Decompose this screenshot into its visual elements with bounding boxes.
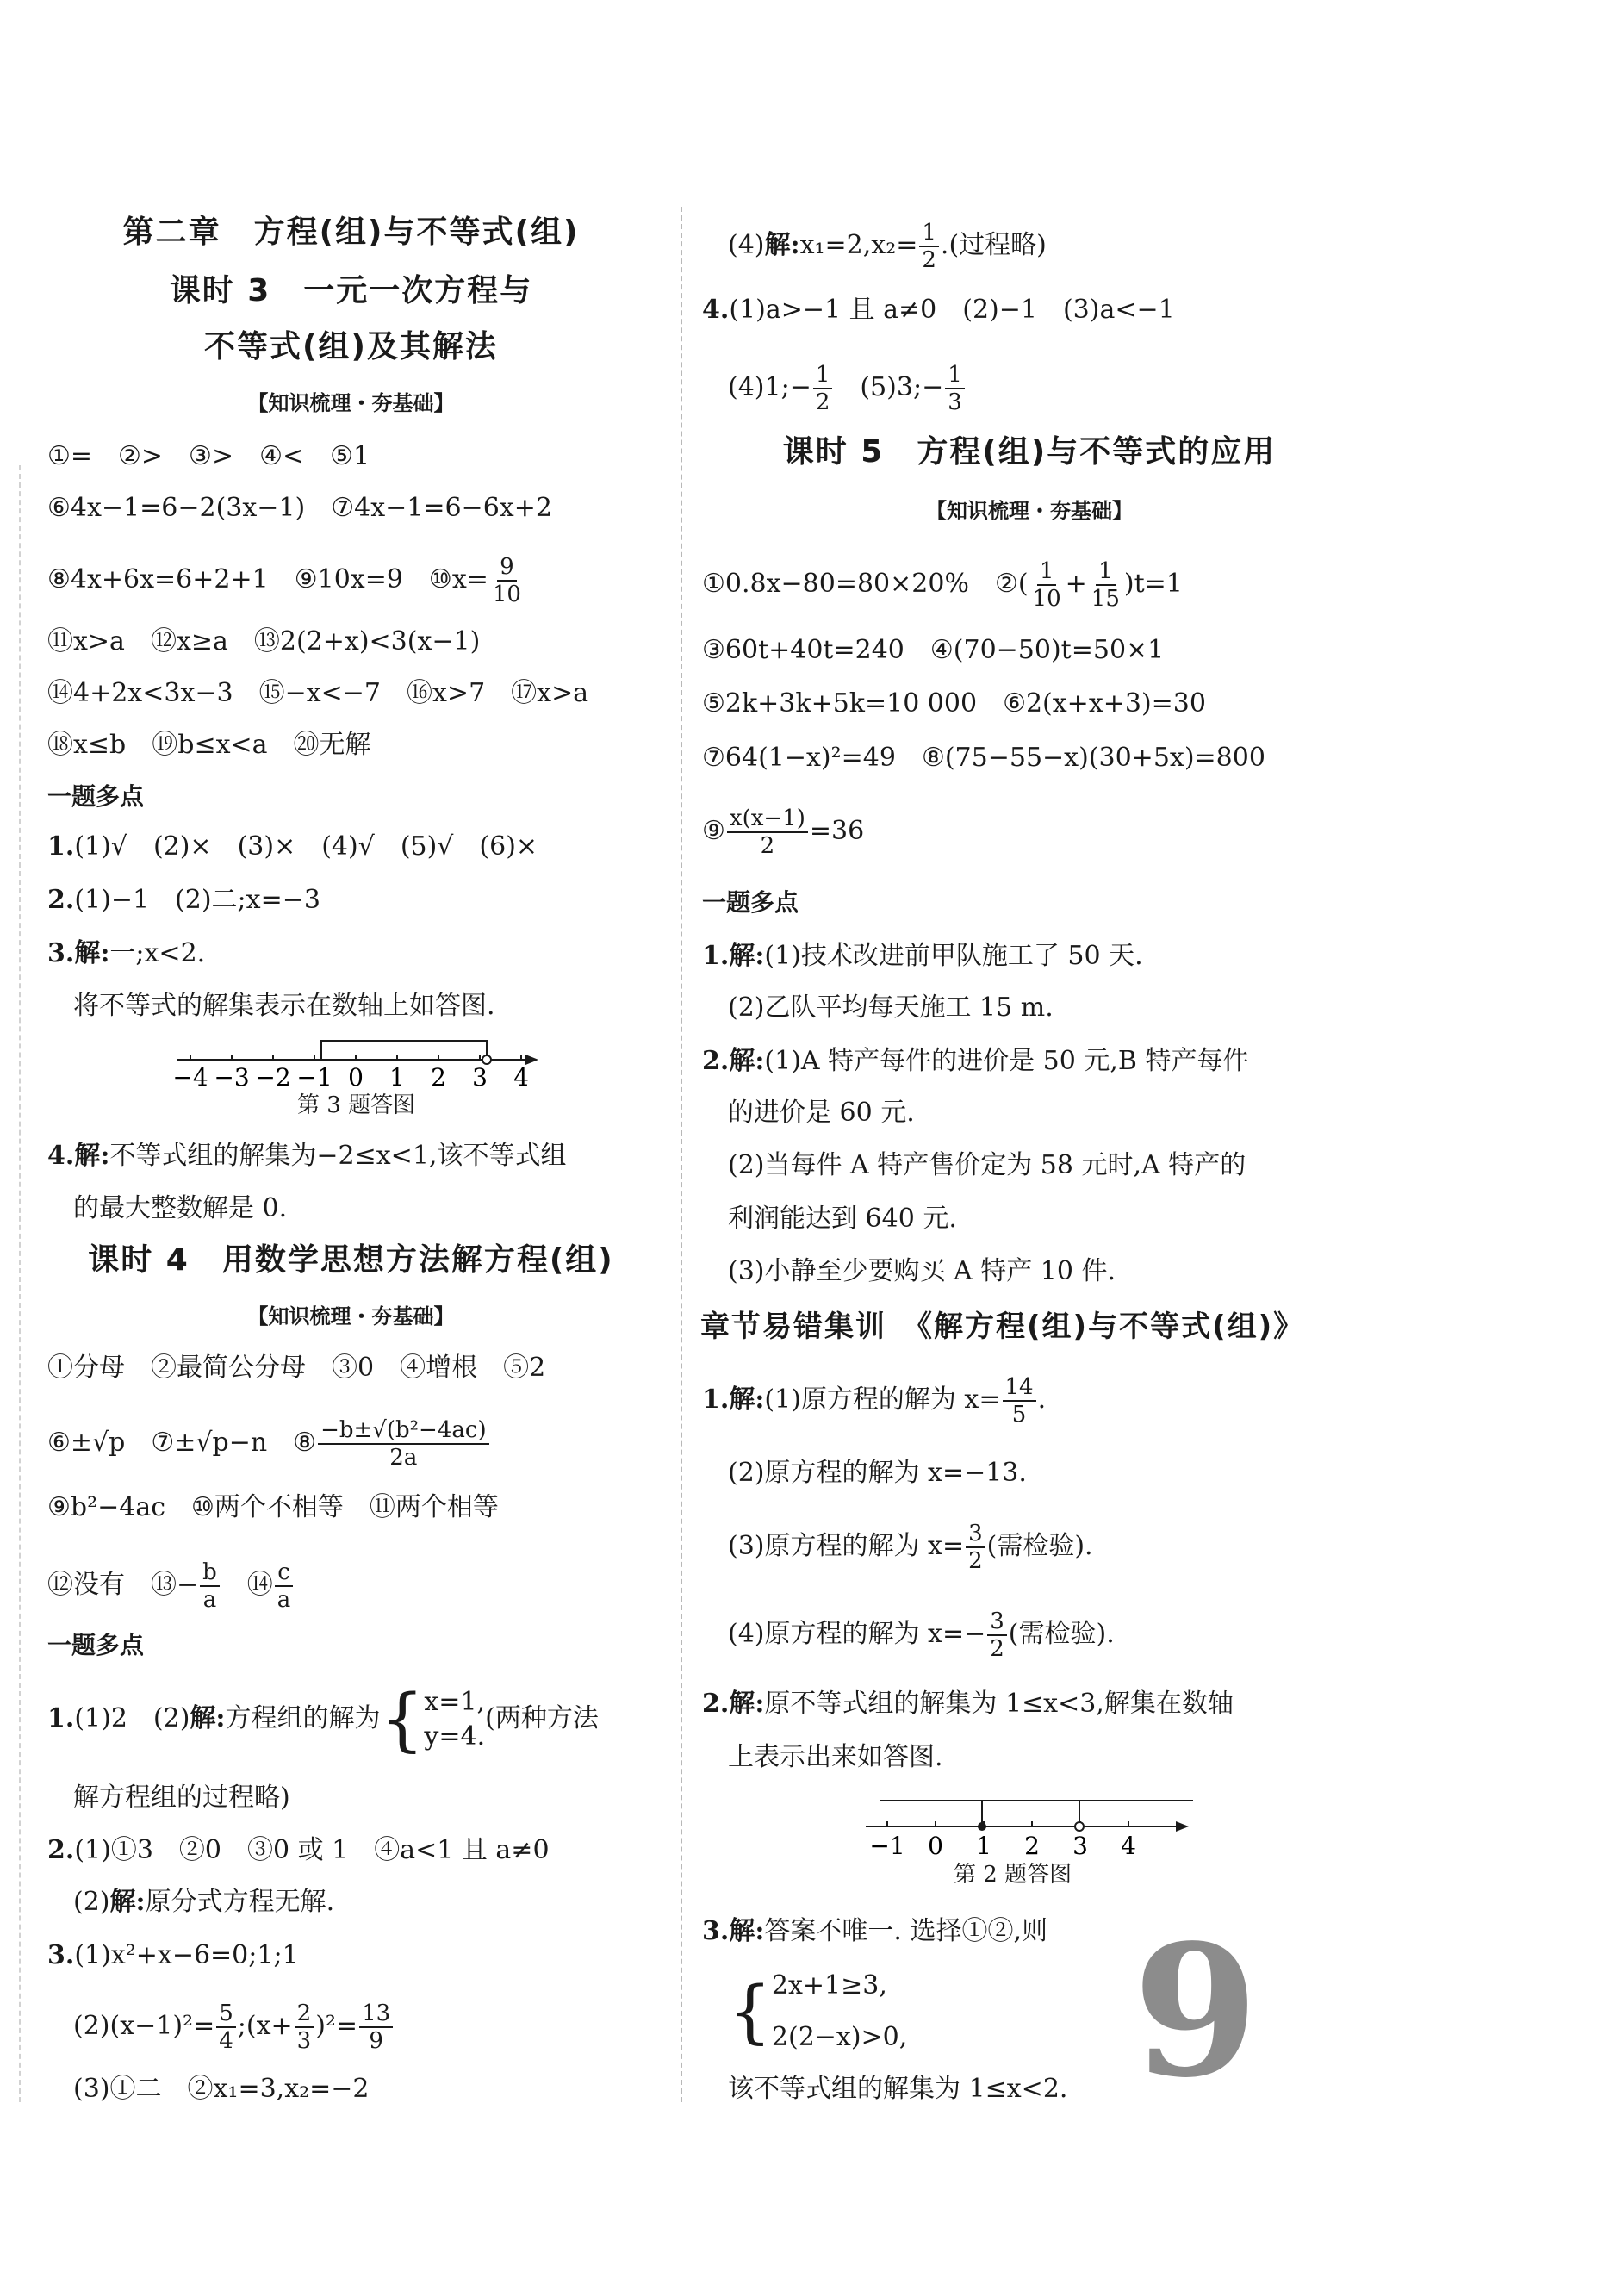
l3-practice-heading: 一题多点 [47,782,145,811]
err-q1-line2: (2)原方程的解为 x=−13. [728,1458,1027,1488]
fraction: $\frac{2}{3}$ [295,2000,314,2054]
l5-q2-line3: (2)当每件 A 特产售价定为 58 元时,A 特产的 [728,1150,1246,1180]
fraction: $\frac{1}{10}$ [1032,558,1061,612]
l4-knowledge-line: ①分母 ②最简公分母 ③0 ④增根 ⑤2 [47,1353,546,1383]
q3-figure-caption: 第 3 题答图 [297,1092,416,1118]
l3-knowledge-line: ⑧4x+6x=6+2+1 ⑨10x=9 ⑩x= $\frac{9}{10}$ [47,554,525,607]
fraction: $\frac{13}{9}$ [359,2000,393,2054]
axis-label: −2 [255,1063,291,1092]
l4-q3-line3: (3)①二 ②x₁=3,x₂=−2 [73,2074,370,2104]
fraction: $\frac{1}{2}$ [813,362,833,415]
l5-knowledge-line: ⑨ $\frac{x(x-1)}{2}$ =36 [702,806,865,859]
lesson5-knowledge-heading: 【知识梳理・夯基础】 [926,499,1133,523]
err-q3: 3.解:答案不唯一. 选择①②,则 [702,1916,1048,1946]
lesson5-title: 课时 5 方程(组)与不等式的应用 [782,434,1277,470]
l4-practice-heading: 一题多点 [47,1631,145,1659]
lesson3-title-line1: 课时 3 一元一次方程与 [169,273,533,308]
fraction: $\frac{3}{2}$ [966,1521,985,1574]
err-q1: 1.解:(1)原方程的解为 x= $\frac{14}{5}$ . [702,1374,1047,1428]
fraction: $\frac{b}{a}$ [200,1559,220,1613]
l5-q2-line2: 的进价是 60 元. [728,1098,915,1128]
l5-knowledge-line: ⑦64(1−x)²=49 ⑧(75−55−x)(30+5x)=800 [702,743,1265,773]
axis-label: −1 [869,1832,905,1860]
left-margin-dashes [19,465,21,2102]
axis-label: 3 [472,1063,488,1092]
l4-q4: 4.(1)a>−1 且 a≠0 (2)−1 (3)a<−1 [702,295,1175,325]
l3-q2: 2.(1)−1 (2)二;x=−3 [47,885,320,915]
chapter-title: 第二章 方程(组)与不等式(组) [122,215,580,250]
axis-label: −4 [172,1063,208,1092]
column-separator [681,207,682,2102]
fraction: $\frac{1}{2}$ [919,220,939,273]
l5-q2: 2.解:(1)A 特产每件的进价是 50 元,B 特产每件 [702,1046,1249,1076]
l5-q1-line2: (2)乙队平均每天施工 15 m. [728,992,1054,1023]
axis-label: 3 [1072,1832,1088,1860]
l4-q3-line4: (4)解:x₁=2,x₂= $\frac{1}{2}$ .(过程略) [728,220,1047,273]
l3-q4: 4.解:不等式组的解集为−2≤x<1,该不等式组 [47,1141,567,1171]
l3-knowledge-line: ⑭4+2x<3x−3 ⑮−x<−7 ⑯x>7 ⑰x>a [47,678,589,708]
fraction: $\frac{x(x-1)}{2}$ [727,806,808,859]
fraction: $\frac{1}{3}$ [945,362,965,415]
fraction: $\frac{c}{a}$ [275,1559,294,1613]
errors-title: 章节易错集训 《解方程(组)与不等式(组)》 [700,1310,1305,1344]
err-q1-line4: (4)原方程的解为 x=− $\frac{3}{2}$ (需检验). [728,1608,1115,1662]
fraction: $\frac{5}{4}$ [216,2000,236,2054]
l3-q3-line2: 将不等式的解集表示在数轴上如答图. [73,991,495,1021]
l3-knowledge-line: ⑱x≤b ⑲b≤x<a ⑳无解 [47,730,371,760]
fraction: $\frac{9}{10}$ [492,554,521,607]
l4-q2-line2: (2)解:原分式方程无解. [73,1887,335,1917]
axis-label: 4 [513,1063,529,1092]
err-q3-system: { 2x+1≥3, 2(2−x)>0, [728,1970,908,2052]
axis-label: 2 [431,1063,446,1092]
l5-q1: 1.解:(1)技术改进前甲队施工了 50 天. [702,941,1143,971]
err-q2: 2.解:原不等式组的解集为 1≤x<3,解集在数轴 [702,1689,1234,1719]
err-q1-line3: (3)原方程的解为 x= $\frac{3}{2}$ (需检验). [728,1521,1093,1574]
l5-knowledge-line: ①0.8x−80=80×20% ②( $\frac{1}{10}$ + $\frac{1}{15}$ )t=1 [702,558,1183,612]
l4-q3-line2: (2)(x−1)²= $\frac{5}{4}$ ;(x+ $\frac{2}{3}$ )²= $\frac{13}{9}$ [73,2000,395,2054]
axis-label: 0 [928,1832,943,1860]
axis-label: 0 [348,1063,364,1092]
fraction: $\frac{14}{5}$ [1003,1374,1036,1428]
q2-figure-caption: 第 2 题答图 [954,1862,1072,1888]
axis-label: 1 [976,1832,991,1860]
l3-q4-line2: 的最大整数解是 0. [73,1193,288,1223]
fraction: $\frac{\text{−b±√(b²−4ac)}}{2a}$ [318,1417,489,1471]
l5-knowledge-line: ⑤2k+3k+5k=10 000 ⑥2(x+x+3)=30 [702,688,1206,719]
axis-label: −1 [296,1063,333,1092]
l3-knowledge-line: ⑪x>a ⑫x≥a ⑬2(2+x)<3(x−1) [47,626,481,656]
l5-knowledge-line: ③60t+40t=240 ④(70−50)t=50×1 [702,635,1165,665]
l4-q1-line2: 解方程组的过程略) [73,1783,290,1813]
lesson3-knowledge-heading: 【知识梳理・夯基础】 [247,391,455,415]
lesson4-title: 课时 4 用数学思想方法解方程(组) [88,1242,614,1278]
l3-knowledge-line: ⑥4x−1=6−2(3x−1) ⑦4x−1=6−6x+2 [47,493,552,523]
err-q3-line4: 该不等式组的解集为 1≤x<2. [728,2074,1068,2104]
l4-q4-line2: (4)1;− $\frac{1}{2}$ (5)3;− $\frac{1}{3}$ [728,362,967,415]
axis-label: −3 [214,1063,250,1092]
fraction: $\frac{1}{15}$ [1091,558,1120,612]
axis-label: 4 [1121,1832,1136,1860]
l3-q3: 3.解:一;x<2. [47,938,206,968]
l5-q2-line4: 利润能达到 640 元. [728,1204,957,1234]
lesson3-title-line2: 不等式(组)及其解法 [204,329,498,364]
l4-q2: 2.(1)①3 ②0 ③0 或 1 ④a<1 且 a≠0 [47,1835,550,1865]
l3-knowledge-line: ①= ②> ③> ④< ⑤1 [47,441,370,471]
axis-label: 1 [389,1063,405,1092]
page-number: 9 [1133,1905,1259,2118]
l4-knowledge-line: ⑥±√p ⑦±√p−n ⑧ $\frac{\text{−b±√(b²−4ac)}}{2a}$ [47,1417,491,1471]
l3-q1: 1.(1)√ (2)× (3)× (4)√ (5)√ (6)× [47,831,538,862]
l4-knowledge-line: ⑫没有 ⑬− $\frac{b}{a}$ ⑭ $\frac{c}{a}$ [47,1559,295,1613]
fraction: $\frac{3}{2}$ [987,1608,1007,1662]
l5-practice-heading: 一题多点 [702,888,799,917]
l5-q2-line5: (3)小静至少要购买 A 特产 10 件. [728,1256,1116,1286]
l4-knowledge-line: ⑨b²−4ac ⑩两个不相等 ⑪两个相等 [47,1492,499,1522]
l4-q3: 3.(1)x²+x−6=0;1;1 [47,1940,299,1970]
err-q2-line2: 上表示出来如答图. [728,1742,943,1772]
l4-q1: 1.(1)2 (2)解:方程组的解为{ x=1, y=4. (两种方法 [47,1679,599,1759]
lesson4-knowledge-heading: 【知识梳理・夯基础】 [247,1304,455,1328]
axis-label: 2 [1024,1832,1040,1860]
